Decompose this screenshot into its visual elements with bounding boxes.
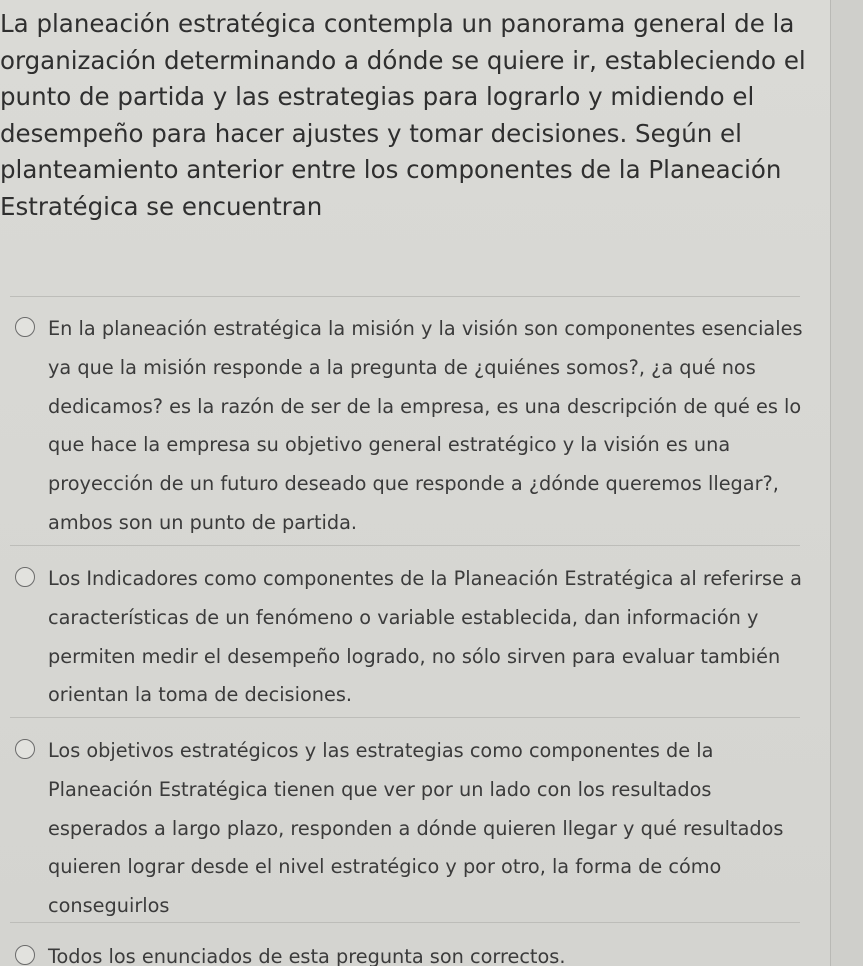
divider (10, 545, 800, 546)
radio-button-icon[interactable] (15, 317, 35, 337)
divider (10, 717, 800, 718)
divider (10, 296, 800, 297)
right-border (831, 0, 863, 966)
radio-button-icon[interactable] (15, 739, 35, 759)
answer-option-label: En la planeación estratégica la misión y la visión son componentes esenciales ya que la misión responde a la pregunta de ¿quiénes somos?, ¿a qué nos dedicamos? es la razón de ser de la empresa, es una descripción de qué es lo que hace la empresa su objetivo general estratégico y la visión es una proyección de un futuro deseado que responde a ¿dónde queremos llegar?, ambos son un punto de partida. (48, 317, 803, 534)
answer-option-3[interactable] (15, 732, 815, 922)
divider (10, 922, 800, 923)
radio-button-icon[interactable] (15, 567, 35, 587)
answer-option-4[interactable] (15, 938, 815, 966)
answer-option-label: Todos los enunciados de esta pregunta son correctos. (48, 945, 566, 966)
answer-option-label: Los objetivos estratégicos y las estrategias como componentes de la Planeación Estratégica tienen que ver por un lado con los resultados esperados a largo plazo, responden a dónde quieren llegar y qué resultados quieren lograr desde el nivel estratégico y por otro, la forma de cómo conseguirlos (48, 739, 784, 918)
answer-option-1[interactable] (15, 310, 815, 540)
answer-option-2[interactable] (15, 560, 815, 710)
answer-option-label: Los Indicadores como componentes de la Planeación Estratégica al referirse a características de un fenómeno o variable establecida, dan información y permiten medir el desempeño logrado, no sólo sirven para evaluar también orientan la toma de decisiones. (48, 567, 802, 707)
question-text: La planeación estratégica contempla un panorama general de la organización determinando a dónde se quiere ir, estableciendo el punto de partida y las estrategias para lograrlo y midiendo el desempeño para hacer ajustes y tomar decisiones. Según el planteamiento anterior entre los componentes de la Planeación Estratégica se encuentran (0, 9, 806, 221)
radio-button-icon[interactable] (15, 945, 35, 965)
